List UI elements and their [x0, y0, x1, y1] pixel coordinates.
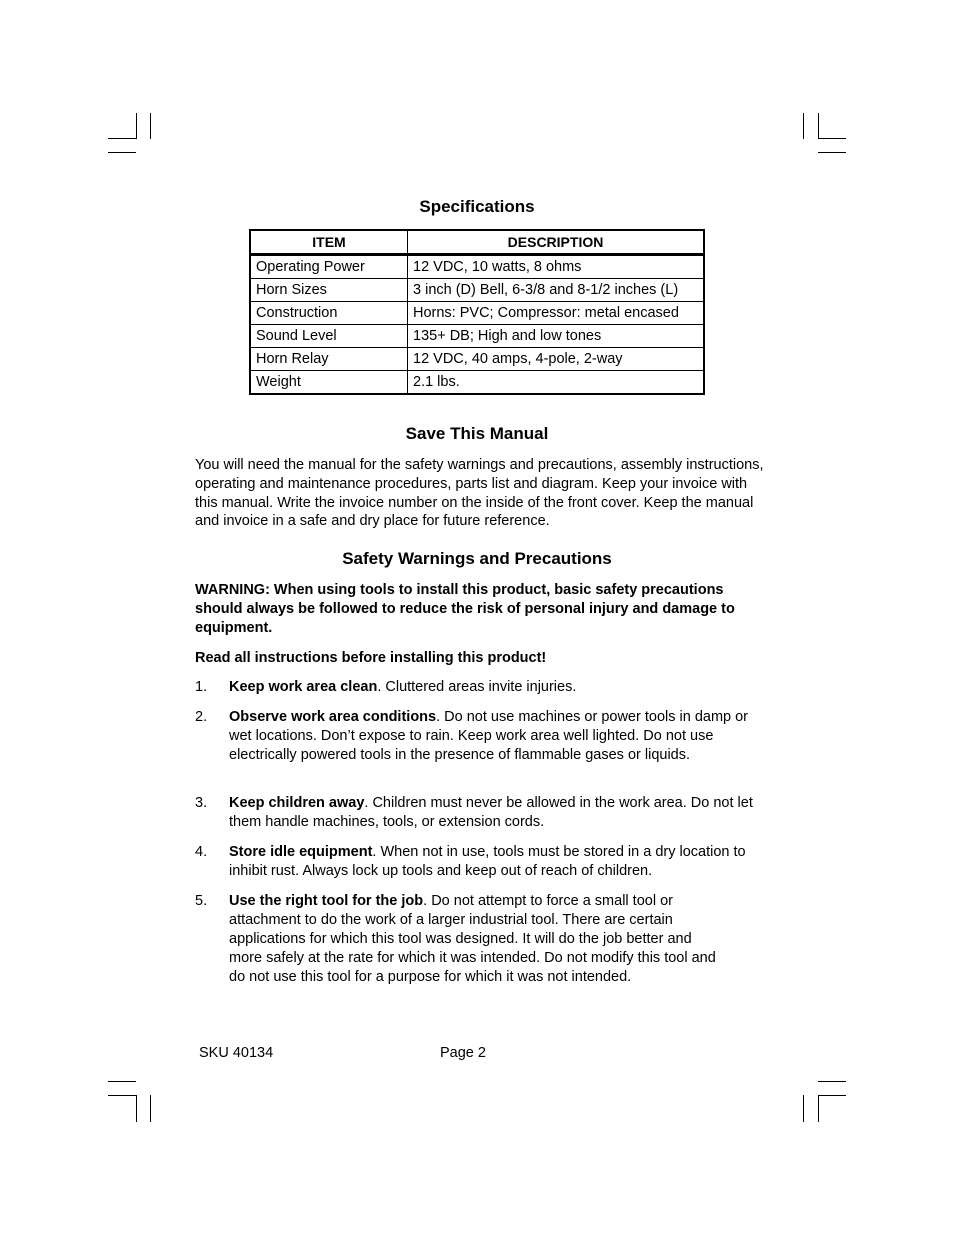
crop-mark	[136, 113, 137, 139]
table-row	[250, 371, 704, 395]
item-text: . Cluttered areas invite injuries.	[377, 679, 577, 695]
item-body	[229, 794, 765, 832]
crop-mark	[150, 113, 151, 139]
item-text: . Do not use machines or power tools in damp or wet locations. Don’t expose to rain. Keep work area well lighted. Do not use electrically powered tools in the presence of flammable gases or liquids.	[229, 709, 749, 763]
crop-mark	[818, 113, 819, 139]
item-title: Keep children away	[229, 795, 365, 811]
item-body	[229, 678, 765, 697]
item-title: Store idle equipment	[229, 844, 373, 860]
item-cell: Construction	[250, 302, 408, 325]
item-number: 2.	[195, 709, 208, 725]
table-row	[250, 279, 704, 302]
crop-mark	[108, 1081, 136, 1082]
item-cell: Sound Level	[250, 325, 408, 348]
specifications-table	[249, 229, 705, 395]
item-body	[229, 708, 765, 765]
read-instructions-text: Read all instructions before installing this product!	[195, 650, 547, 666]
page-number: Page 2	[440, 1045, 486, 1061]
table-row	[250, 348, 704, 371]
description-cell: 12 VDC, 40 amps, 4-pole, 2-way	[408, 348, 705, 371]
list-item	[195, 678, 765, 697]
crop-mark	[818, 1095, 819, 1122]
item-text: . Children must never be allowed in the work area. Do not let them handle machines, tools, or extension cords.	[229, 795, 753, 830]
crop-mark	[818, 138, 846, 139]
crop-mark	[818, 152, 846, 153]
specifications-title: Specifications	[419, 197, 535, 216]
description-cell: 3 inch (D) Bell, 6-3/8 and 8-1/2 inches (L)	[408, 279, 705, 302]
item-title: Use the right tool for the job	[229, 893, 424, 909]
table-row	[250, 255, 704, 279]
table-row	[250, 302, 704, 325]
item-number: 3.	[195, 795, 208, 811]
item-title: Observe work area conditions	[229, 709, 437, 725]
item-body	[229, 892, 725, 987]
column-header: DESCRIPTION	[408, 230, 705, 255]
crop-mark	[150, 1095, 151, 1122]
crop-mark	[108, 152, 136, 153]
crop-mark	[803, 1095, 804, 1122]
safety-title: Safety Warnings and Precautions	[342, 549, 612, 568]
crop-mark	[108, 1095, 136, 1096]
save-manual-title: Save This Manual	[405, 424, 549, 443]
item-title: Keep work area clean	[229, 679, 378, 695]
item-cell: Operating Power	[250, 255, 408, 279]
crop-mark	[136, 1095, 137, 1122]
item-number: 4.	[195, 844, 208, 860]
description-cell: 2.1 lbs.	[408, 371, 705, 395]
crop-mark	[803, 113, 804, 139]
item-text: . When not in use, tools must be stored in a dry location to inhibit rust. Always lock up tools and keep out of reach of children.	[229, 844, 746, 879]
list-item	[195, 708, 765, 765]
column-header: ITEM	[250, 230, 408, 255]
item-text: . Do not attempt to force a small tool or attachment to do the work of a larger industrial tool. There are certain applications for which this tool was designed. It will do the job better and more safely at the rate for which it was intended. Do not modify this tool and do not use this tool for a purpose for which it was not intended.	[229, 893, 716, 985]
item-number: 5.	[195, 893, 208, 909]
list-item	[195, 892, 765, 987]
item-number: 1.	[195, 679, 208, 695]
description-cell: 135+ DB; High and low tones	[408, 325, 705, 348]
item-cell: Weight	[250, 371, 408, 395]
warning-text: WARNING: When using tools to install this product, basic safety precautions should always be followed to reduce the risk of personal injury and damage to equipment.	[195, 582, 735, 636]
crop-mark	[818, 1081, 846, 1082]
table-row	[250, 325, 704, 348]
save-manual-text: You will need the manual for the safety warnings and precautions, assembly instructions, operating and maintenance procedures, parts list and diagram. Keep your invoice with this manual. Write the invoice number on the inside of the front cover. Keep the manual and invoice in a safe and dry place for future reference.	[195, 457, 764, 530]
description-cell: Horns: PVC; Compressor: metal encased	[408, 302, 705, 325]
item-cell: Horn Sizes	[250, 279, 408, 302]
list-item	[195, 794, 765, 832]
crop-mark	[108, 138, 136, 139]
item-body	[229, 843, 765, 881]
description-cell: 12 VDC, 10 watts, 8 ohms	[408, 255, 705, 279]
table-header-row	[250, 230, 704, 255]
list-item	[195, 843, 765, 881]
crop-mark	[818, 1095, 846, 1096]
item-cell: Horn Relay	[250, 348, 408, 371]
sku-label: SKU 40134	[199, 1045, 274, 1061]
